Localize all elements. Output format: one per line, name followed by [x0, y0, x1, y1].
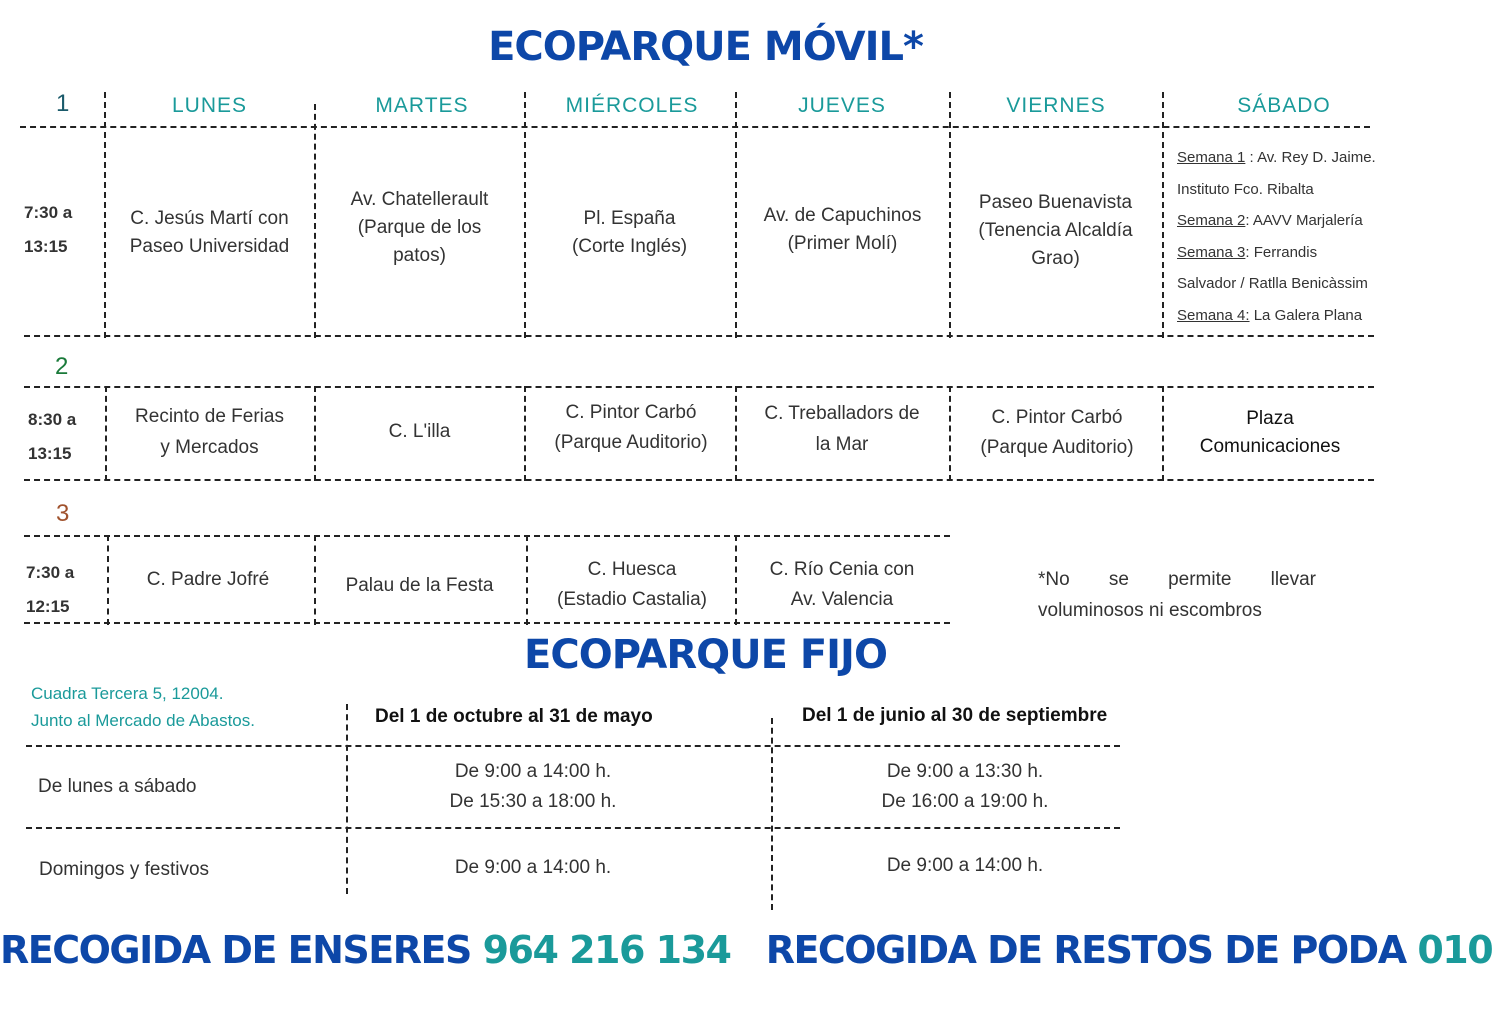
- divider: [24, 479, 1374, 481]
- period-header-winter: Del 1 de octubre al 31 de mayo: [375, 706, 653, 727]
- day-sabado: SÁBADO: [1237, 94, 1331, 117]
- route-1-sabado: Semana 1 : Av. Rey D. Jaime. Instituto Fco. Ribalta Semana 2: AAVV Marjalería Semana 3: Ferrandis Salvador / Ratlla Benicàssim Semana 4: La Galera Plana: [1177, 149, 1376, 324]
- route-1-time: 7:30 a 13:15: [24, 203, 73, 256]
- bulky-items-note: *No se permite llevar voluminosos ni escombros: [1038, 569, 1316, 621]
- divider: [1162, 386, 1164, 481]
- divider: [314, 535, 316, 625]
- day-lunes: LUNES: [171, 94, 248, 117]
- route-1-number: 1: [56, 90, 70, 117]
- route-1-viernes: Paseo Buenavista (Tenencia Alcaldía Grao): [978, 192, 1133, 269]
- route-1-lunes: C. Jesús Martí con Paseo Universidad: [129, 207, 290, 257]
- fijo-title: ECOPARQUE FIJO: [524, 632, 887, 678]
- divider: [314, 104, 316, 338]
- route-3-lunes: C. Padre Jofré: [146, 569, 270, 590]
- divider: [314, 386, 316, 481]
- divider: [524, 92, 526, 338]
- route-2-jueves: C. Treballadors de la Mar: [764, 403, 920, 455]
- route-2-miercoles: C. Pintor Carbó (Parque Auditorio): [554, 402, 708, 453]
- day-martes: MARTES: [375, 94, 469, 117]
- divider: [26, 745, 1120, 747]
- route-2-lunes: Recinto de Ferias y Mercados: [135, 406, 284, 458]
- route-3-martes: Palau de la Festa: [345, 575, 494, 596]
- sundays-winter-hours: De 9:00 a 14:00 h.: [454, 857, 612, 878]
- day-miercoles: MIÉRCOLES: [565, 94, 699, 117]
- collection-phones: [0, 928, 1492, 972]
- route-2-sabado: Plaza Comunicaciones: [1199, 408, 1341, 457]
- fijo-address: Cuadra Tercera 5, 12004. Junto al Mercado de Abastos.: [31, 684, 255, 730]
- divider: [735, 386, 737, 481]
- divider: [24, 535, 950, 537]
- route-1-miercoles: Pl. España (Corte Inglés): [571, 207, 688, 257]
- period-header-summer: Del 1 de junio al 30 de septiembre: [802, 705, 1108, 726]
- divider: [735, 92, 737, 338]
- day-viernes: VIERNES: [1006, 94, 1106, 117]
- divider: [24, 335, 1374, 337]
- route-2-martes: C. L'illa: [388, 421, 451, 442]
- route-3-number: 3: [56, 500, 70, 527]
- route-1-martes: Av. Chatellerault (Parque de los patos): [350, 188, 489, 266]
- route-3-jueves: C. Río Cenia con Av. Valencia: [769, 559, 915, 610]
- divider: [524, 386, 526, 481]
- divider: [771, 718, 773, 910]
- movil-title: ECOPARQUE MÓVIL*: [488, 24, 923, 70]
- route-2-viernes: C. Pintor Carbó (Parque Auditorio): [980, 407, 1134, 458]
- row-weekdays-label: De lunes a sábado: [38, 776, 197, 797]
- route-2-number: 2: [55, 353, 69, 380]
- route-2-time: 8:30 a 13:15: [28, 410, 77, 463]
- divider: [949, 386, 951, 481]
- poda-label: RECOGIDA DE RESTOS DE PODA: [765, 928, 1406, 972]
- divider: [949, 92, 951, 338]
- day-jueves: JUEVES: [798, 94, 886, 117]
- divider: [1162, 92, 1164, 338]
- weekdays-winter-hours: De 9:00 a 14:00 h. De 15:30 a 18:00 h.: [449, 761, 617, 812]
- route-3-time: 7:30 a 12:15: [26, 563, 75, 616]
- poda-phone[interactable]: 010: [1417, 928, 1492, 972]
- route-3-miercoles: C. Huesca (Estadio Castalia): [557, 559, 707, 610]
- weekdays-summer-hours: De 9:00 a 13:30 h. De 16:00 a 19:00 h.: [881, 761, 1049, 812]
- enseres-phone[interactable]: 964 216 134: [482, 928, 731, 972]
- sundays-summer-hours: De 9:00 a 14:00 h.: [886, 855, 1044, 876]
- row-sundays-label: Domingos y festivos: [39, 859, 210, 880]
- divider: [104, 92, 106, 338]
- route-1-jueves: Av. de Capuchinos (Primer Molí): [763, 205, 922, 254]
- divider: [20, 126, 1370, 128]
- divider: [26, 827, 1120, 829]
- enseres-label: RECOGIDA DE ENSERES: [0, 928, 471, 972]
